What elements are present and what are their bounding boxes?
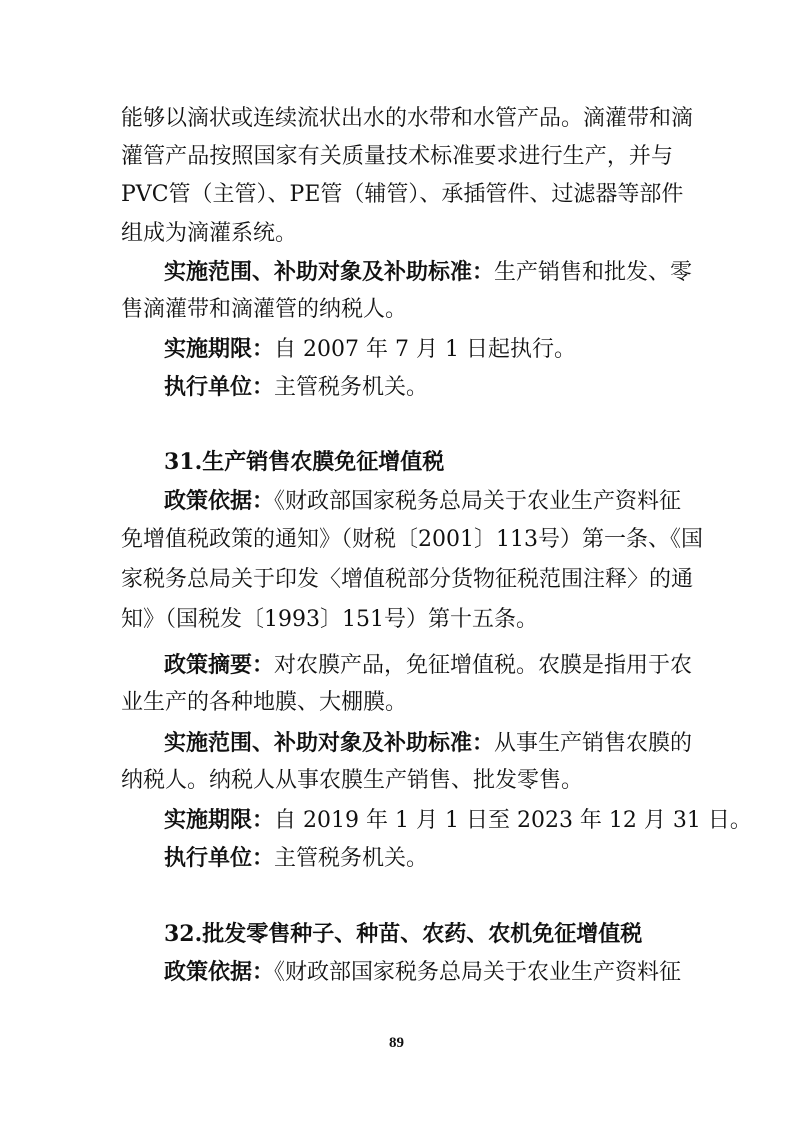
scope-text: 生产销售和批发、零 xyxy=(494,260,693,285)
period-label: 实施期限： xyxy=(164,336,275,362)
page-number: 89 xyxy=(389,1035,404,1051)
scope-paragraph xyxy=(164,257,693,287)
period-paragraph xyxy=(164,805,752,835)
body-line: PVC管（主管）、PE管（辅管）、承插管件、过滤器等部件 xyxy=(121,182,684,207)
unit-paragraph xyxy=(164,372,673,402)
summary-paragraph xyxy=(164,650,693,680)
summary-label: 政策摘要： xyxy=(164,652,275,678)
scope-label: 实施范围、补助对象及补助标准： xyxy=(164,730,495,756)
summary-text: 对农膜产品，免征增值税。农膜是指用于农 xyxy=(274,653,693,678)
section-heading-32: 32.批发零售种子、种苗、农药、农机免征增值税 xyxy=(164,921,643,947)
scope-label: 实施范围、补助对象及补助标准： xyxy=(164,259,495,285)
section-heading-31: 31.生产销售农膜免征增值税 xyxy=(164,449,445,475)
basis-label: 政策依据： xyxy=(164,488,275,514)
body-line: 业生产的各种地膜、大棚膜。 xyxy=(121,690,408,715)
body-line: 灌管产品按照国家有关质量技术标准要求进行生产，并与 xyxy=(121,144,673,169)
body-line: 组成为滴灌系统。 xyxy=(121,221,298,246)
scope-paragraph xyxy=(164,728,693,758)
basis-label: 政策依据： xyxy=(164,959,275,985)
basis-paragraph xyxy=(164,486,682,516)
unit-label: 执行单位： xyxy=(164,374,275,400)
basis-text: 《财政部国家税务总局关于农业生产资料征 xyxy=(274,960,682,985)
scope-text: 从事生产销售农膜的 xyxy=(494,731,693,756)
body-line: 纳税人。纳税人从事农膜生产销售、批发零售。 xyxy=(121,768,584,793)
body-line: 免增值税政策的通知》（财税〔2001〕113号）第一条、《国 xyxy=(121,527,703,552)
period-text: 自 2007 年 7 月 1 日起执行。 xyxy=(274,337,576,362)
period-paragraph xyxy=(164,334,673,364)
period-label: 实施期限： xyxy=(164,807,275,833)
body-line: 家税务总局关于印发〈增值税部分货物征税范围注释〉的通 xyxy=(121,567,694,592)
basis-text: 《财政部国家税务总局关于农业生产资料征 xyxy=(274,489,682,514)
basis-paragraph xyxy=(164,957,682,987)
body-line: 知》（国税发〔1993〕151号）第十五条。 xyxy=(121,607,538,632)
unit-text: 主管税务机关。 xyxy=(274,846,429,871)
unit-label: 执行单位： xyxy=(164,845,275,871)
unit-paragraph xyxy=(164,843,673,873)
body-line: 能够以滴状或连续流状出水的水带和水管产品。滴灌带和滴 xyxy=(121,106,694,131)
body-line: 售滴灌带和滴灌管的纳税人。 xyxy=(121,297,408,322)
period-text: 自 2019 年 1 月 1 日至 2023 年 12 月 31 日。 xyxy=(274,808,752,833)
unit-text: 主管税务机关。 xyxy=(274,375,429,400)
